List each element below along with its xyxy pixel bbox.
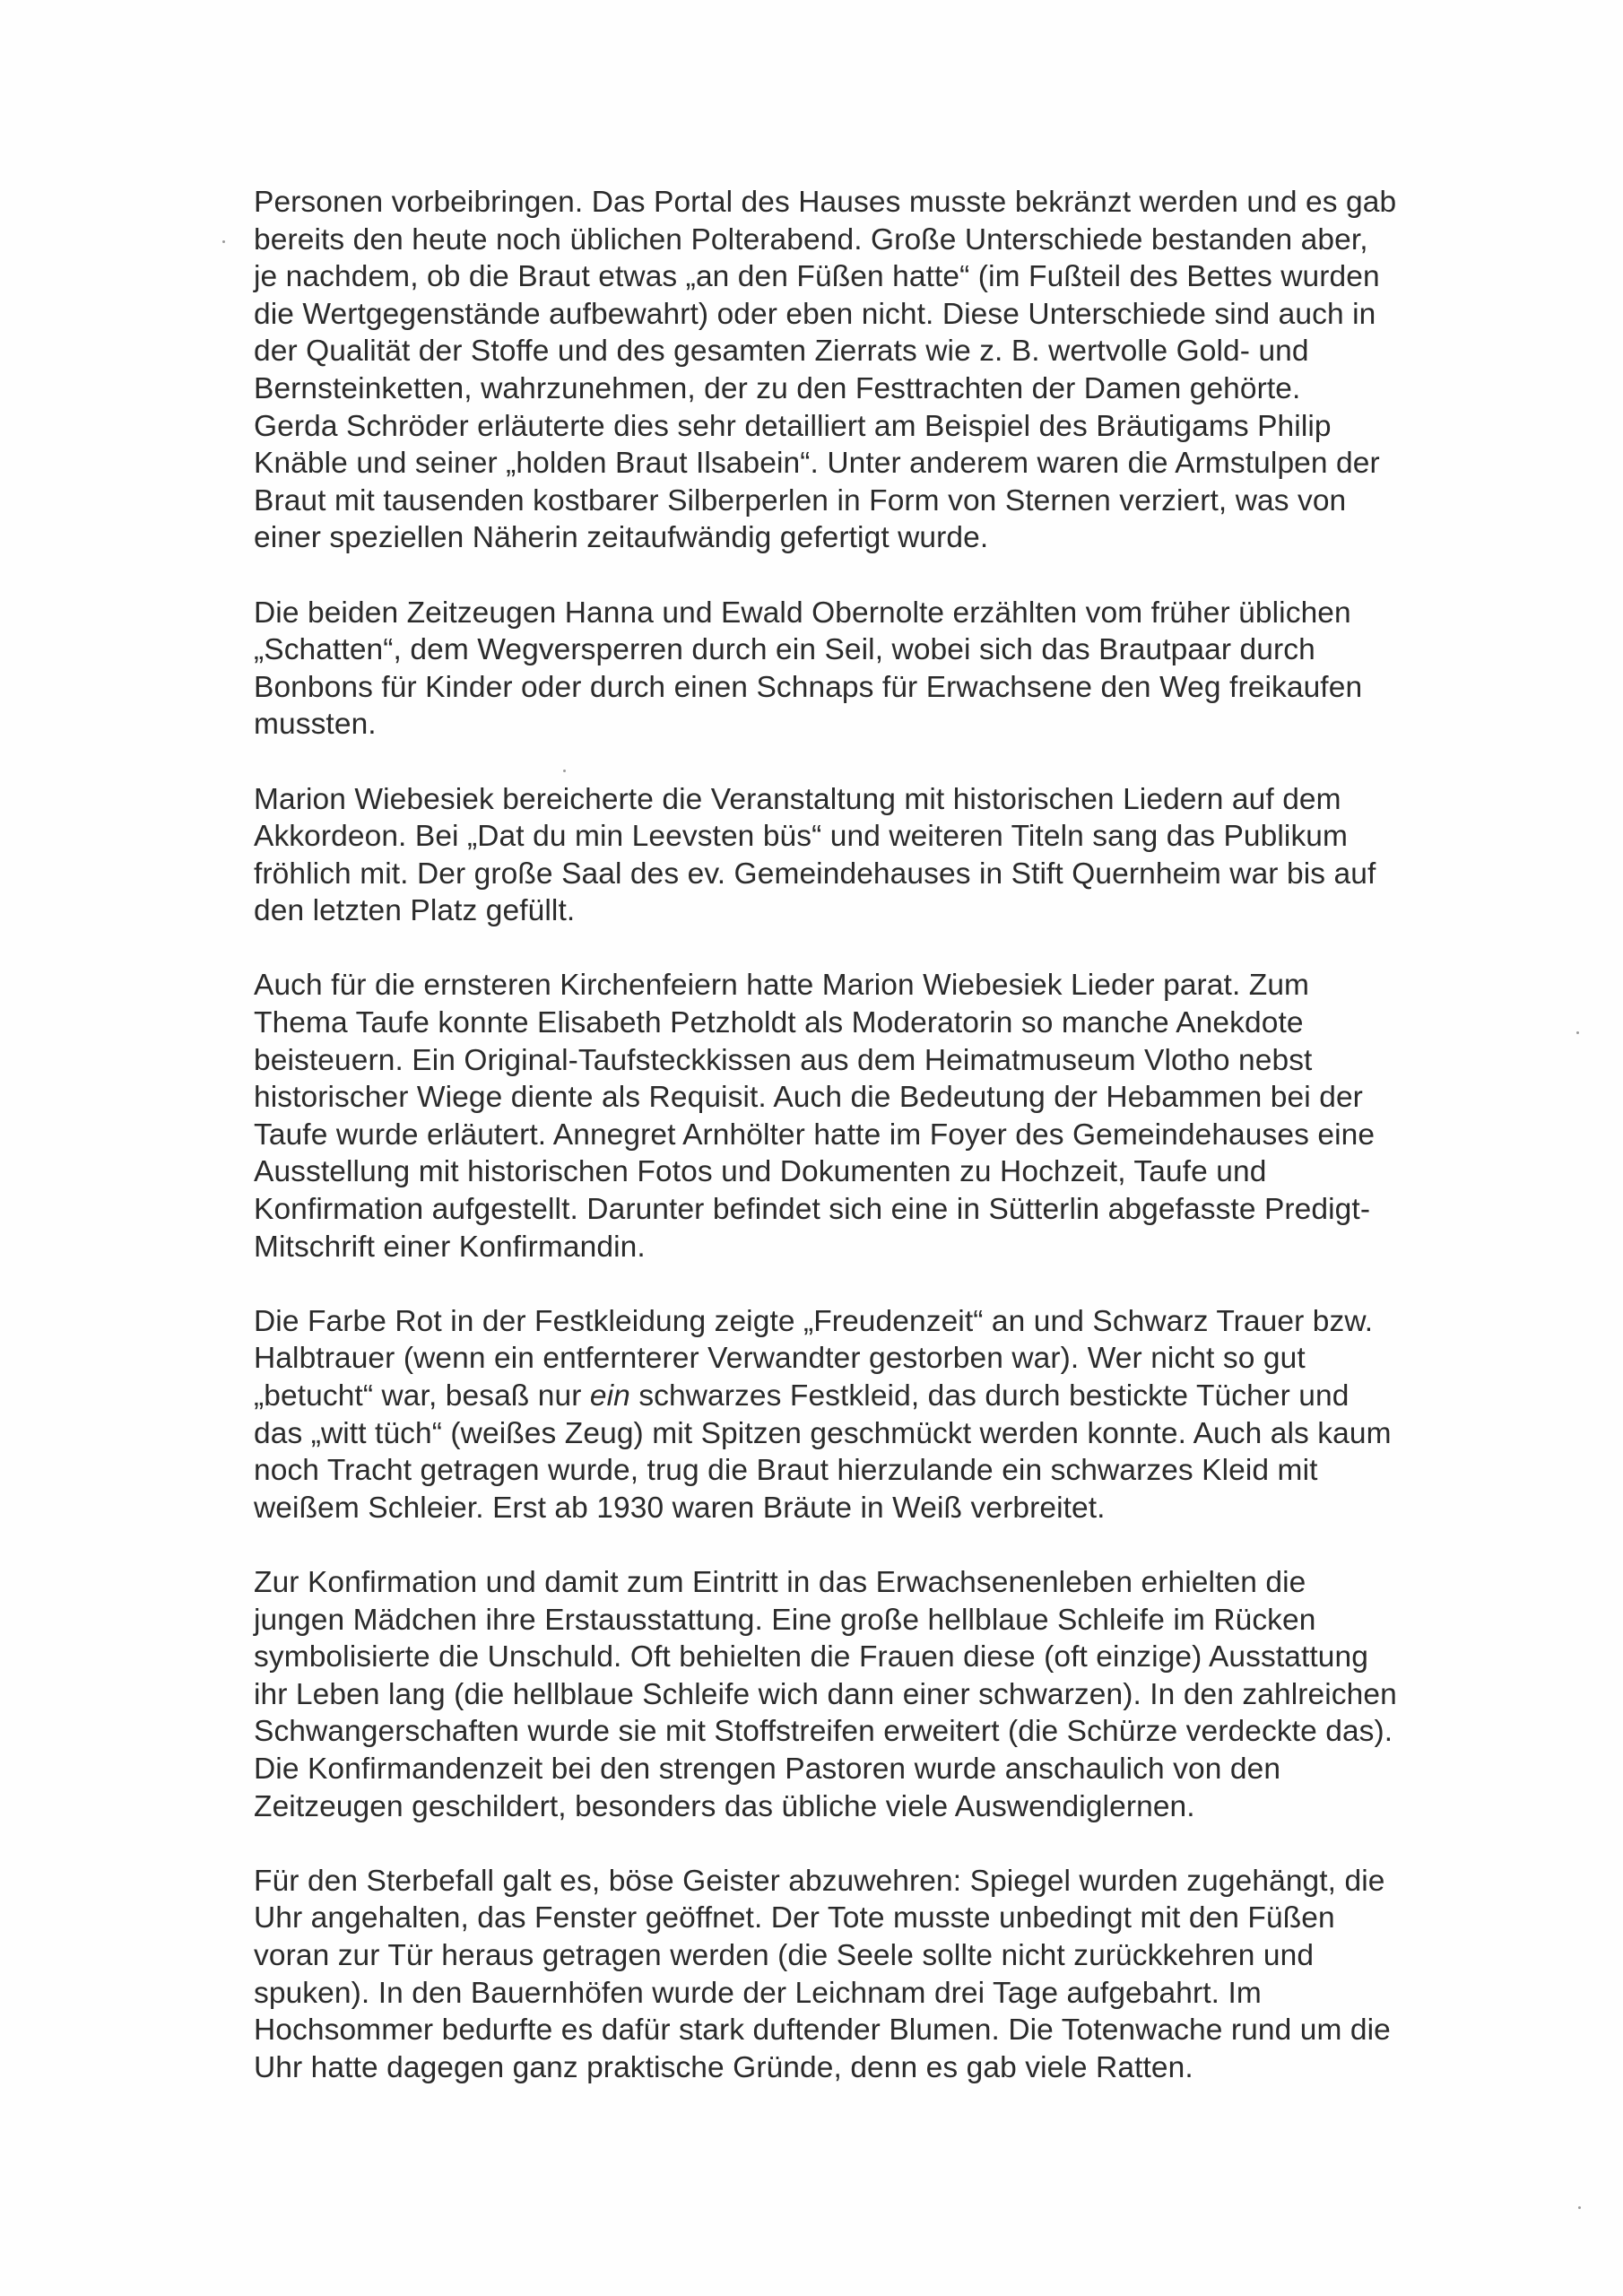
text-line: Bernsteinketten, wahrzunehmen, der zu den Festtrachten der Damen gehörte. — [254, 371, 1301, 405]
paragraph-baptism — [254, 967, 1491, 1265]
document-body — [254, 184, 1491, 2124]
text-line: Marion Wiebesiek bereicherte die Veranstaltung mit historischen Liedern auf dem — [254, 782, 1341, 816]
text-line: Die beiden Zeitzeugen Hanna und Ewald Obernolte erzählten vom früher üblichen — [254, 596, 1351, 630]
text-line: Gerda Schröder erläuterte dies sehr detailliert am Beispiel des Bräutigams Philip — [254, 409, 1332, 443]
text-line: ihr Leben lang (die hellblaue Schleife wich dann einer schwarzen). In den zahlreichen — [254, 1677, 1397, 1711]
text-line: Mitschrift einer Konfirmandin. — [254, 1230, 646, 1264]
text-line: Die Farbe Rot in der Festkleidung zeigte „Freudenzeit“ an und Schwarz Trauer bzw. — [254, 1304, 1374, 1338]
emphasis: ein — [589, 1379, 630, 1413]
text-line: weißem Schleier. Erst ab 1930 waren Bräute in Weiß verbreitet. — [254, 1491, 1106, 1525]
text-line: spuken). In den Bauernhöfen wurde der Leichnam drei Tage aufgebahrt. Im — [254, 1976, 1262, 2010]
scan-speck — [222, 240, 225, 243]
text-line: einer speziellen Näherin zeitaufwändig gefertigt wurde. — [254, 521, 989, 555]
text-line: Uhr angehalten, das Fenster geöffnet. Der Tote musste unbedingt mit den Füßen — [254, 1901, 1335, 1935]
text-line: „betucht“ war, besaß nur ein schwarzes Festkleid, das durch bestickte Tücher und — [254, 1379, 1350, 1413]
text-line: mussten. — [254, 708, 377, 742]
scan-speck — [1578, 2206, 1581, 2209]
text-line: jungen Mädchen ihre Erstausstattung. Eine große hellblaue Schleife im Rücken — [254, 1603, 1316, 1637]
text-line: Bonbons für Kinder oder durch einen Schnaps für Erwachsene den Weg freikaufen — [254, 670, 1363, 704]
text-line: Knäble und seiner „holden Braut Ilsabein“. Unter anderem waren die Armstulpen der — [254, 447, 1380, 481]
text-line: fröhlich mit. Der große Saal des ev. Gemeindehauses in Stift Quernheim war bis auf — [254, 857, 1376, 891]
text-line: Zeitzeugen geschildert, besonders das übliche viele Auswendiglernen. — [254, 1789, 1195, 1823]
scan-speck — [1576, 1031, 1579, 1034]
text-line: die Wertgegenstände aufbewahrt) oder eben nicht. Diese Unterschiede sind auch in — [254, 297, 1376, 331]
text-line: Thema Taufe konnte Elisabeth Petzholdt als Moderatorin so manche Anekdote — [254, 1006, 1304, 1040]
text-line: Uhr hatte dagegen ganz praktische Gründe, denn es gab viele Ratten. — [254, 2050, 1193, 2084]
text-line: Zur Konfirmation und damit zum Eintritt in das Erwachsenenleben erhielten die — [254, 1565, 1306, 1599]
text-line: historischer Wiege diente als Requisit. Auch die Bedeutung der Hebammen bei der — [254, 1081, 1363, 1115]
text-line: Die Konfirmandenzeit bei den strengen Pastoren wurde anschaulich von den — [254, 1752, 1281, 1786]
text-line: beisteuern. Ein Original-Taufsteckkissen aus dem Heimatmuseum Vlotho nebst — [254, 1043, 1313, 1077]
text-line: Taufe wurde erläutert. Annegret Arnhölter hatte im Foyer des Gemeindehauses eine — [254, 1118, 1376, 1152]
paragraph-colors — [254, 1303, 1491, 1527]
paragraph-wedding-customs — [254, 184, 1491, 557]
text-line: bereits den heute noch üblichen Polterabend. Große Unterschiede bestanden aber, — [254, 222, 1368, 257]
text-line: Konfirmation aufgestellt. Darunter befindet sich eine in Sütterlin abgefasste Predigt- — [254, 1193, 1371, 1227]
text-line: Akkordeon. Bei „Dat du min Leevsten büs“ und weiteren Titeln sang das Publikum — [254, 820, 1349, 854]
text-line: Braut mit tausenden kostbarer Silberperlen in Form von Sternen verziert, was von — [254, 483, 1347, 517]
text-line: Halbtrauer (wenn ein entfernterer Verwandter gestorben war). Wer nicht so gut — [254, 1342, 1306, 1376]
text-line: Auch für die ernsteren Kirchenfeiern hatte Marion Wiebesiek Lieder parat. Zum — [254, 969, 1310, 1003]
scan-speck — [563, 770, 566, 772]
text-line: je nachdem, ob die Braut etwas „an den Füßen hatte“ (im Fußteil des Bettes wurden — [254, 260, 1380, 294]
text-line: voran zur Tür heraus getragen werden (die Seele sollte nicht zurückkehren und — [254, 1938, 1315, 1972]
text-line: Für den Sterbefall galt es, böse Geister abzuwehren: Spiegel wurden zugehängt, die — [254, 1864, 1385, 1898]
text-line: symbolisierte die Unschuld. Oft behielten die Frauen diese (oft einzige) Ausstattung — [254, 1640, 1368, 1674]
paragraph-schatten — [254, 595, 1491, 744]
text-line: Ausstellung mit historischen Fotos und Dokumenten zu Hochzeit, Taufe und — [254, 1155, 1267, 1189]
text-line: Personen vorbeibringen. Das Portal des Hauses musste bekränzt werden und es gab — [254, 186, 1397, 219]
text-line: den letzten Platz gefüllt. — [254, 894, 576, 928]
paragraph-songs — [254, 781, 1491, 930]
text-line: „Schatten“, dem Wegversperren durch ein Seil, wobei sich das Brautpaar durch — [254, 633, 1315, 667]
text-line: noch Tracht getragen wurde, trug die Braut hierzulande ein schwarzes Kleid mit — [254, 1454, 1318, 1488]
text-line: das „witt tüch“ (weißes Zeug) mit Spitzen geschmückt werden konnte. Auch als kaum — [254, 1416, 1392, 1450]
text-line: der Qualität der Stoffe und des gesamten Zierrats wie z. B. wertvolle Gold- und — [254, 335, 1309, 369]
text-line: Schwangerschaften wurde sie mit Stoffstreifen erweitert (die Schürze verdeckte das). — [254, 1715, 1393, 1749]
paragraph-confirmation — [254, 1564, 1491, 1825]
paragraph-death — [254, 1863, 1491, 2087]
text-line: Hochsommer bedurfte es dafür stark duftender Blumen. Die Totenwache rund um die — [254, 2013, 1391, 2048]
